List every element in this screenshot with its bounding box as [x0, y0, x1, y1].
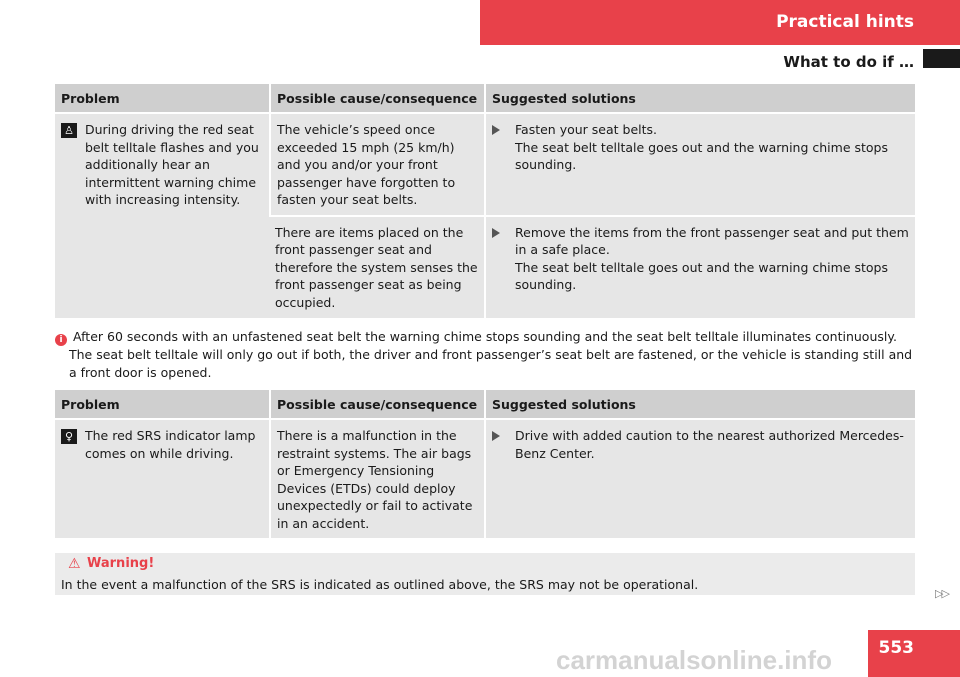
column-header-solutions: Suggested solutions: [484, 390, 915, 420]
info-note: [55, 328, 915, 382]
table-row: [55, 114, 915, 215]
solution-result: The seat belt telltale goes out and the warning chime stops sounding.: [515, 139, 888, 172]
cause-cell: There is a malfunction in the restraint systems. The air bags or Emergency Tensioning Devices (ETDs) could deploy unexpectedly or fail to activate in an accident.: [269, 420, 484, 538]
warning-box: [55, 553, 915, 595]
table-row: [55, 420, 915, 538]
problem-cell: [55, 114, 269, 318]
srs-airbag-icon: ♀: [61, 429, 77, 444]
warning-text: In the event a malfunction of the SRS is indicated as outlined above, the SRS may not be operational.: [61, 577, 699, 592]
solution-cell: [484, 114, 915, 215]
warning-title: Warning!: [87, 556, 155, 571]
cause-cell: The vehicle’s speed once exceeded 15 mph (25 km/h) and you and/or your front passenger have forgotten to fasten your seat belts.: [269, 114, 484, 215]
solution-result: The seat belt telltale goes out and the warning chime stops sounding.: [515, 259, 888, 292]
problem-text: During driving the red seat belt telltale flashes and you additionally hear an intermittent warning chime with increasing intensity.: [85, 122, 259, 207]
solution-cell: [484, 420, 915, 538]
bullet-arrow-icon: [492, 125, 510, 135]
seatbelt-problem-table: [55, 84, 915, 318]
section-header: Practical hints: [480, 0, 960, 45]
cause-cell: There are items placed on the front passenger seat and therefore the system senses the front passenger seat as being occupied.: [269, 215, 484, 318]
info-icon: i: [55, 334, 67, 346]
info-note-text: After 60 seconds with an unfastened seat belt the warning chime stops sounding and the seat belt telltale illuminates continuously. The seat belt telltale will only go out if both, the driver and front passenger’s seat belt are fastened, or the vehicle is standing still and a front door is opened.: [69, 329, 913, 380]
subsection-title: What to do if …: [783, 53, 914, 71]
bullet-arrow-icon: [492, 431, 510, 441]
solution-cell: [484, 215, 915, 318]
column-header-cause: Possible cause/consequence: [269, 390, 484, 420]
srs-problem-table: [55, 390, 915, 538]
column-header-problem: Problem: [55, 84, 269, 114]
solution-step: Remove the items from the front passenger seat and put them in a safe place.: [515, 224, 909, 257]
column-header-cause: Possible cause/consequence: [269, 84, 484, 114]
seatbelt-icon: ♙: [61, 123, 77, 138]
problem-cell: [55, 420, 269, 538]
solution-step: Drive with added caution to the nearest authorized Mercedes-Benz Center.: [515, 428, 904, 461]
watermark: carmanualsonline.info: [556, 645, 832, 675]
header-tab-marker: [923, 49, 960, 68]
warning-triangle-icon: ⚠: [68, 556, 81, 572]
bullet-arrow-icon: [492, 228, 510, 238]
column-header-problem: Problem: [55, 390, 269, 420]
continued-arrows-icon: ▷▷: [935, 587, 948, 600]
page-number: 553: [868, 630, 960, 677]
problem-text: The red SRS indicator lamp comes on while driving.: [85, 428, 256, 461]
solution-step: Fasten your seat belts.: [515, 122, 658, 137]
column-header-solutions: Suggested solutions: [484, 84, 915, 114]
